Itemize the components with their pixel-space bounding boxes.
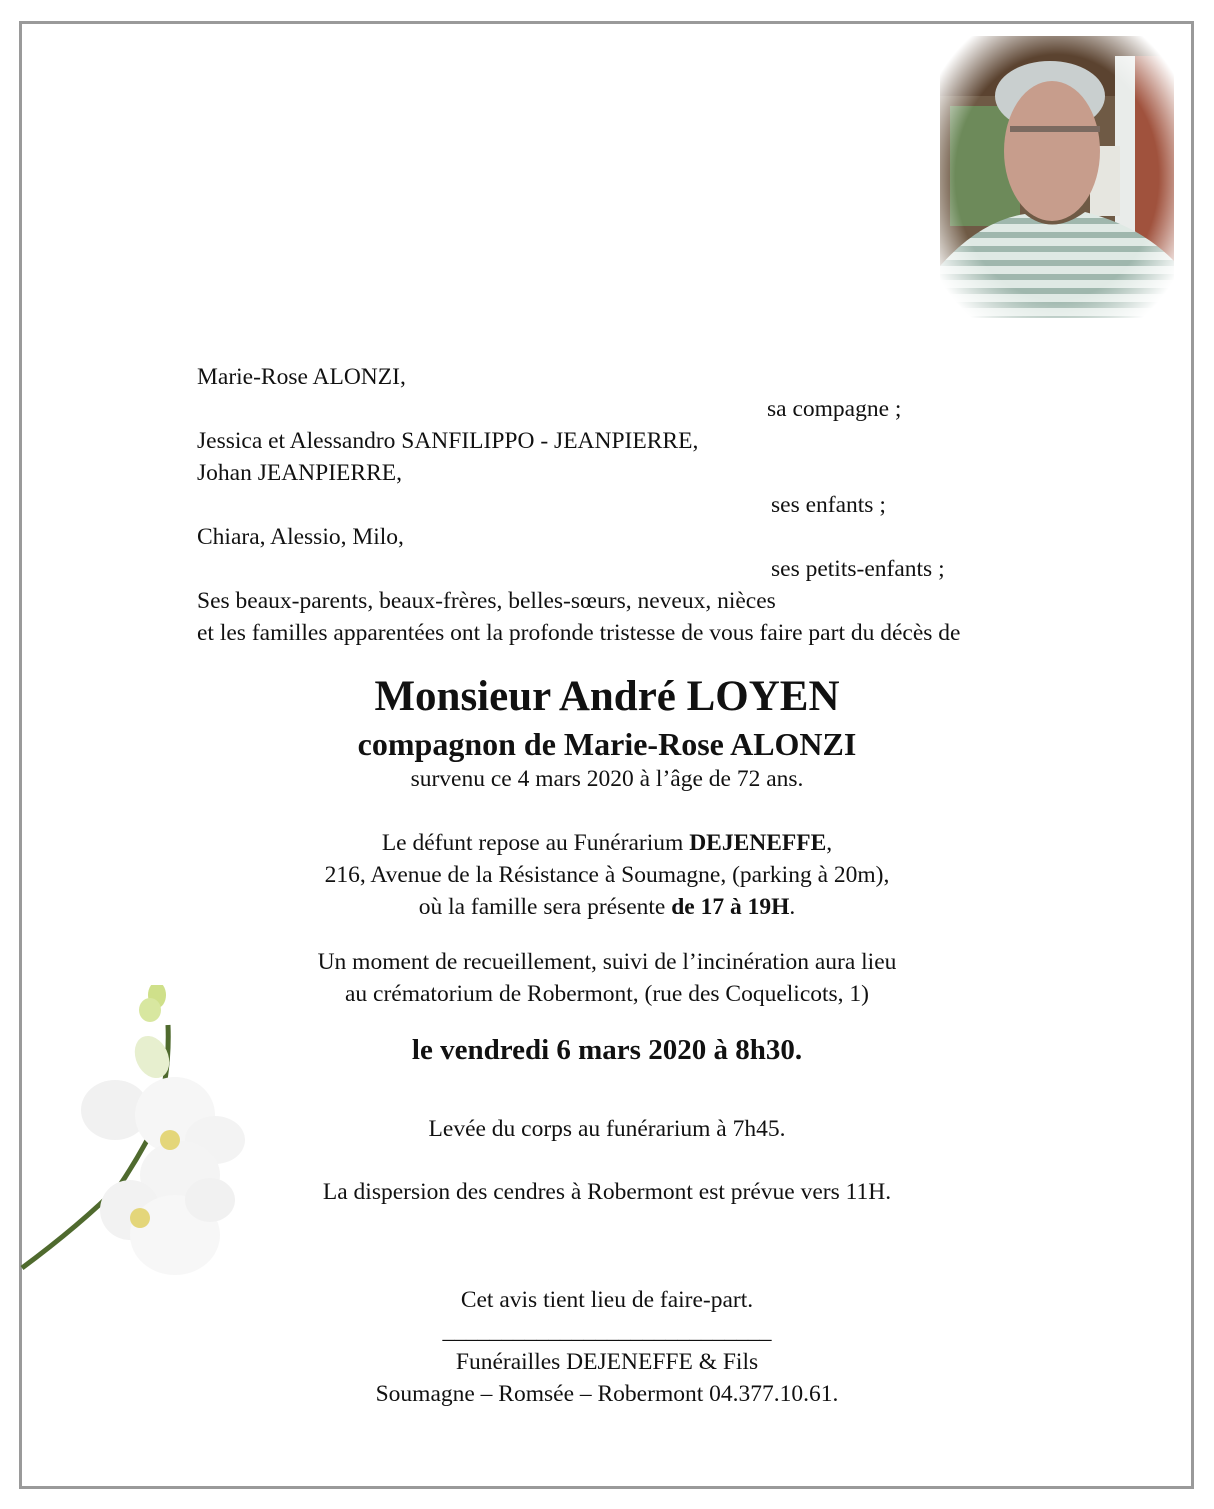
viewing-line-3 <box>0 896 1214 920</box>
viewing-prefix: Le défunt repose au Funérarium <box>381 830 690 856</box>
ceremony-date: le vendredi 6 mars 2020 à 8h30. <box>411 1034 803 1066</box>
companion-name: Marie-Rose ALONZI, <box>197 364 406 390</box>
ceremony-line-1: Un moment de recueillement, suivi de l’incinération aura lieu <box>317 949 897 975</box>
orchid-flower-image <box>20 985 290 1300</box>
portrait-photo <box>940 36 1174 318</box>
children-line-1: Jessica et Alessandro SANFILIPPO - JEANPIERRE, <box>197 428 699 454</box>
companion-role: sa compagne ; <box>767 396 902 422</box>
notice-text: Cet avis tient lieu de faire-part. <box>460 1287 754 1313</box>
viewing-hours-suffix: . <box>789 894 796 920</box>
funeral-home-name: DEJENEFFE <box>689 830 827 856</box>
children-role: ses enfants ; <box>771 492 886 518</box>
viewing-hours: de 17 à 19H <box>671 894 790 920</box>
grandchildren: Chiara, Alessio, Milo, <box>197 524 404 550</box>
locations-phone: Soumagne – Romsée – Robermont 04.377.10.61. <box>375 1381 839 1407</box>
death-info: survenu ce 4 mars 2020 à l’âge de 72 ans. <box>410 766 804 792</box>
ashes-dispersion: La dispersion des cendres à Robermont est prévue vers 11H. <box>322 1179 892 1205</box>
viewing-hours-prefix: où la famille sera présente <box>418 894 672 920</box>
deceased-name: Monsieur André LOYEN <box>374 673 840 720</box>
viewing-line-1 <box>0 832 1214 856</box>
funeral-company: Funérailles DEJENEFFE & Fils <box>455 1349 759 1375</box>
viewing-suffix: , <box>826 830 833 856</box>
grandchildren-role: ses petits-enfants ; <box>771 556 945 582</box>
children-line-2: Johan JEANPIERRE, <box>197 460 402 486</box>
separator-line: ____________________________ <box>442 1318 772 1344</box>
deceased-relation: compagnon de Marie-Rose ALONZI <box>357 726 857 762</box>
ceremony-line-2: au crématorium de Robermont, (rue des Coquelicots, 1) <box>344 981 870 1007</box>
relatives-line-2: et les familles apparentées ont la profonde tristesse de vous faire part du décès de <box>197 620 961 646</box>
viewing-address: 216, Avenue de la Résistance à Soumagne, (parking à 20m), <box>324 862 890 888</box>
levee-du-corps: Levée du corps au funérarium à 7h45. <box>428 1116 786 1142</box>
relatives-line-1: Ses beaux-parents, beaux-frères, belles-sœurs, neveux, nièces <box>197 588 776 614</box>
